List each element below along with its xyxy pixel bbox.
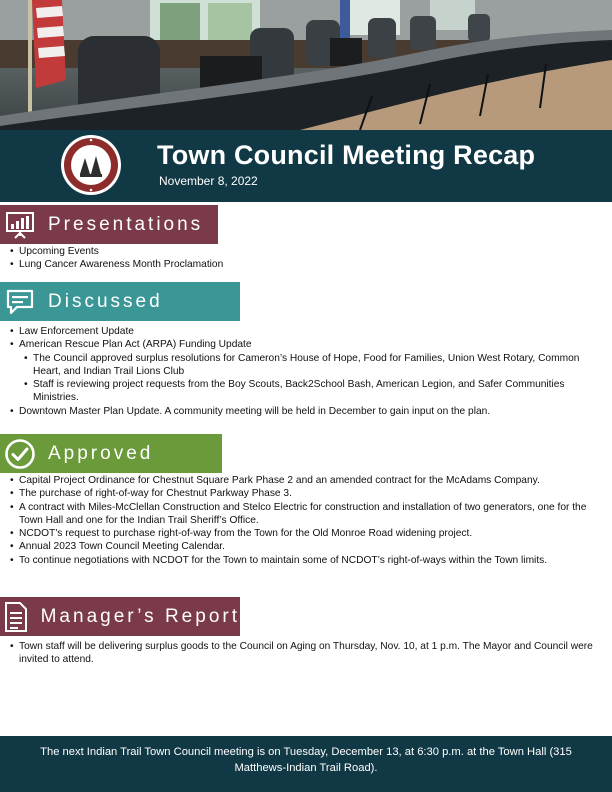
next-meeting-footer [0, 736, 612, 792]
presentations-list [10, 245, 602, 272]
managers-report-banner [0, 597, 240, 636]
list-item: • Law Enforcement Update [10, 325, 602, 338]
list-item: • Downtown Master Plan Update. A community meeting will be held in December to gain input on the plan. [10, 405, 602, 418]
list-item: • American Rescue Plan Act (ARPA) Funding Update [10, 338, 602, 351]
town-seal-icon [60, 134, 122, 196]
list-subitem: • Staff is reviewing project requests from the Boy Scouts, Back2School Bash, American Legion, and Safer Communities Ministries. [24, 378, 602, 405]
speech-bubble-icon [0, 282, 40, 321]
page-title: Town Council Meeting Recap [157, 140, 536, 170]
title-band [0, 130, 612, 202]
approved-list [10, 474, 602, 567]
meeting-date: November 8, 2022 [159, 174, 258, 188]
list-item: • A contract with Miles-McClellan Construction and Stelco Electric for construction and installation of two generators, one for the Town Hall and one for the Indian Trail Sheriff’s Office. [10, 501, 602, 528]
managers-report-list [10, 640, 602, 667]
list-item: • Capital Project Ordinance for Chestnut Square Park Phase 2 and an amended contract for the McAdams Company. [10, 474, 602, 487]
presentation-chart-icon [0, 205, 40, 244]
presentations-banner [0, 205, 218, 244]
section-title: Manager’s Report [40, 605, 240, 627]
discussed-banner [0, 282, 240, 321]
checkmark-circle-icon [0, 434, 40, 473]
document-icon [0, 597, 33, 636]
next-meeting-text: The next Indian Trail Town Council meeting is on Tuesday, December 13, at 6:30 p.m. at the Town Hall (315 Matthews-Indian Trail Road). [40, 746, 572, 774]
council-chamber-photo [0, 0, 612, 130]
list-item: • To continue negotiations with NCDOT for the Town to maintain some of NCDOT’s right-of-ways within the Town limits. [10, 554, 602, 567]
list-item: • Annual 2023 Town Council Meeting Calendar. [10, 540, 602, 553]
list-item: • The purchase of right-of-way for Chestnut Parkway Phase 3. [10, 487, 602, 500]
list-item: • Town staff will be delivering surplus goods to the Council on Aging on Thursday, Nov. 10, at 1 p.m. The Mayor and Council were invited to attend. [10, 640, 602, 667]
section-title: Approved [48, 442, 154, 464]
approved-banner [0, 434, 222, 473]
list-item: • Upcoming Events [10, 245, 602, 258]
section-title: Discussed [48, 290, 163, 312]
section-title: Presentations [48, 213, 204, 235]
list-item: • Lung Cancer Awareness Month Proclamation [10, 258, 602, 271]
discussed-list [10, 325, 602, 418]
list-subitem: • The Council approved surplus resolutions for Cameron’s House of Hope, Food for Families, Union West Rotary, Common Heart, and Indian Trail Lions Club [24, 352, 602, 379]
list-item: • NCDOT’s request to purchase right-of-way from the Town for the Old Monroe Road widening project. [10, 527, 602, 540]
